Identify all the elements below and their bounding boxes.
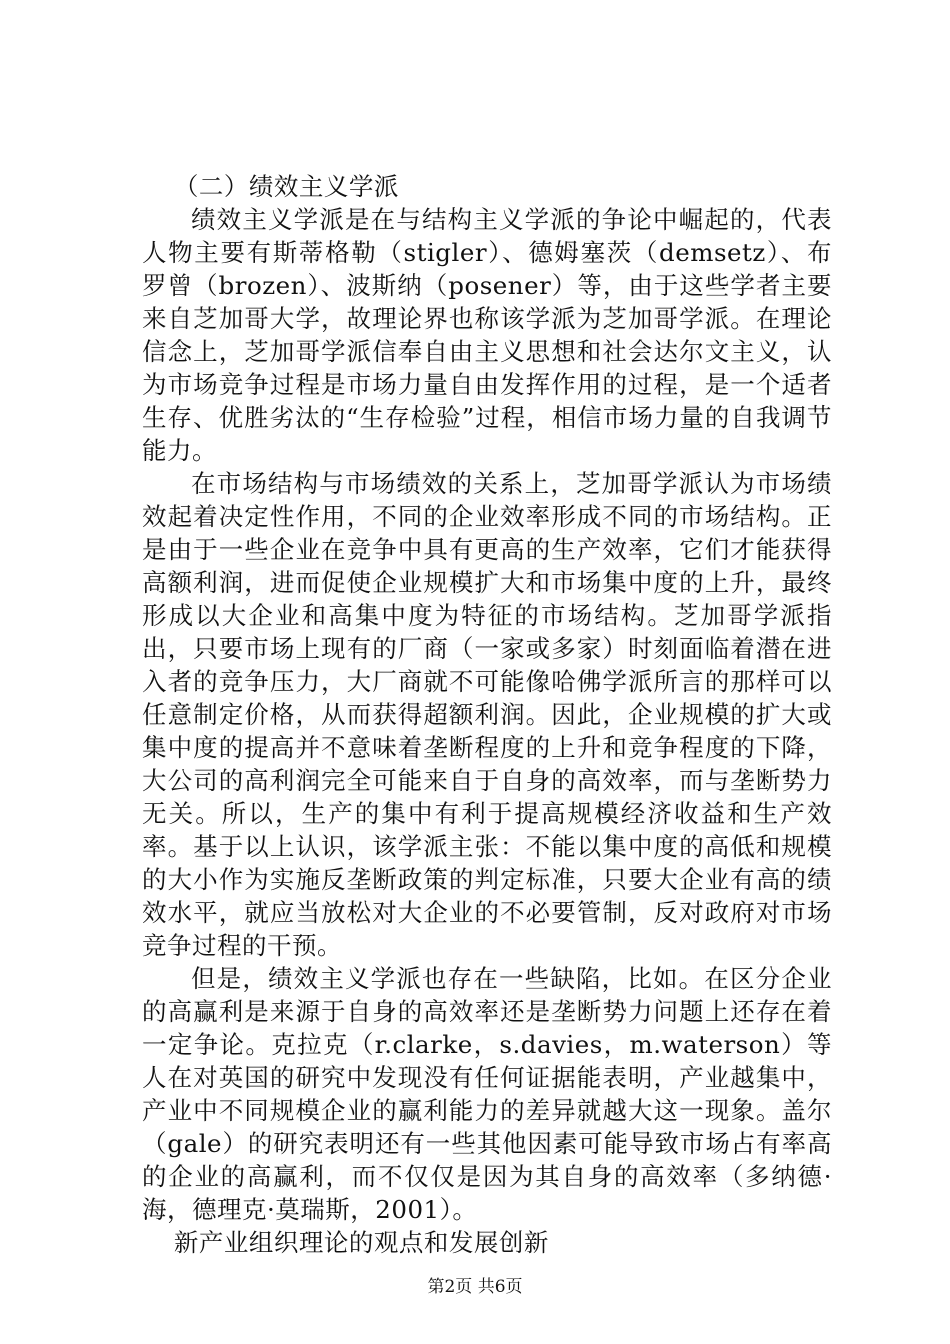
section-heading: （二）绩效主义学派	[173, 172, 399, 201]
page-number-footer: 第2页 共6页	[427, 1277, 523, 1297]
paragraph-1: 绩效主义学派是在与结构主义学派的争论中崛起的，代表人物主要有斯蒂格勒（stigler）、德姆塞茨（demsetz）、布罗曾（brozen）、波斯纳（posener）等，由于这些学者主要来自芝加哥大学，故理论界也称该学派为芝加哥学派。在理论信念上，芝加哥学派信奉自由主义思想和社会达尔文主义，认为市场竞争过程是市场力量自由发挥作用的过程，是一个适者生存、优胜劣汰的“生存检验”过程，相信市场力量的自我调节能力。	[142, 205, 832, 465]
document-body	[142, 170, 832, 1259]
section-subheading: 新产业组织理论的观点和发展创新	[173, 1228, 549, 1257]
paragraph-3: 但是，绩效主义学派也存在一些缺陷，比如。在区分企业的高赢利是来源于自身的高效率还是垄断势力问题上还存在着一定争论。克拉克（r.clarke，s.davies，m.waterson）等人在对英国的研究中发现没有任何证据能表明，产业越集中，产业中不同规模企业的赢利能力的差异就越大这一现象。盖尔（gale）的研究表明还有一些其他因素可能导致市场占有率高的企业的高赢利，而不仅仅是因为其自身的高效率（多纳德·海，德理克·莫瑞斯，2001）。	[142, 964, 832, 1224]
paragraph-2: 在市场结构与市场绩效的关系上，芝加哥学派认为市场绩效起着决定性作用，不同的企业效率形成不同的市场结构。正是由于一些企业在竞争中具有更高的生产效率，它们才能获得高额利润，进而促使企业规模扩大和市场集中度的上升，最终形成以大企业和高集中度为特征的市场结构。芝加哥学派指出，只要市场上现有的厂商（一家或多家）时刻面临着潜在进入者的竞争压力，大厂商就不可能像哈佛学派所言的那样可以任意制定价格，从而获得超额利润。因此，企业规模的扩大或集中度的提高并不意味着垄断程度的上升和竞争程度的下降，大公司的高利润完全可能来自于自身的高效率，而与垄断势力无关。所以，生产的集中有利于提高规模经济收益和生产效率。基于以上认识，该学派主张：不能以集中度的高低和规模的大小作为实施反垄断政策的判定标准，只要大企业有高的绩效水平，就应当放松对大企业的不必要管制，反对政府对市场竞争过程的干预。	[142, 469, 832, 960]
